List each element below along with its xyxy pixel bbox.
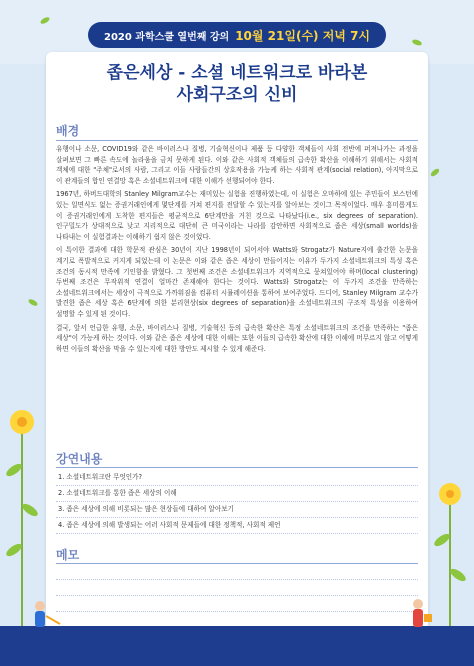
lecture-heading: 강연내용 (56, 452, 103, 466)
content-card (46, 52, 428, 630)
memo-heading: 메모 (56, 548, 80, 562)
background-heading: 배경 (56, 124, 80, 138)
page-title (46, 62, 428, 106)
background-paragraph: 이 특이한 결과에 대한 학문적 관심은 30년이 지난 1998년이 되어서야 Watts와 Strogatz가 Nature지에 출간한 논문을 계기로 폭발적으로 커지게 되었는데 이 논문은 이와 같은 좁은 세상이 만들어지는 이유가 두가지 소셜네트워크의 특성 혹은 조건의 동시적 만족에 기인함을 밝혔다. 그 첫번째 조건은 소셜네트워크가 지역적으로 뭉쳐있어야 하며(local clustering) 두번째 조건은 무작위적 연결이 얼마간 존재해야 한다는 것이다. Watts와 Strogatz는 이 두가지 조건을 만족하는 소셜네트워크에서는 세상이 극적으로 가까워짐을 컴퓨터 시뮬레이션을 통하여 보여주었다. 드디어, Stanley Milgram 교수가 발견한 좁은 세상 혹은 6단계에 의한 분리현상(six degrees of separation)을 소셜네트워크의 구조적 특성을 이용하여 설명할 수 있게 된 것이다. (56, 246, 418, 318)
memo-line (56, 579, 418, 580)
list-item: 4. 좁은 세상에 의해 발생되는 어러 사회적 문제들에 대한 정책적, 사회적 제언 (56, 518, 418, 534)
background-paragraph: 1967년, 하버드대학의 Stanley Milgram교수는 재미있는 실험을 진행하였는데, 이 실험은 오마하에 있는 주민들이 보스턴에 있는 일면식도 없는 증권거래인에게 몇단계를 거쳐 편지를 전달할 수 있는지를 알아보는 것이그 목적이었다. 매우 흥미롭게도 이 증권거래인에게 도착한 편지들은 평균적으로 6단계만을 거친 것으로 나타났다(i.e., six degrees of separation). 인구밀도가 상대적으로 낮고 지리적으로 대단히 큰 미국이라는 나라를 감안하면 사회적으로 좁은 세상(small worlds)을 나타내는 이 실험결과는 이해하기 쉽지 않은 것이었다. (56, 190, 418, 241)
lecture-rule (56, 467, 418, 468)
title-line-2: 사회구조의 신비 (176, 85, 298, 105)
banner-date: 10월 21일(수) 저녁 7시 (235, 28, 371, 43)
background-body (56, 144, 418, 357)
lecture-list (56, 470, 418, 534)
leaf-decoration (430, 167, 441, 177)
background-rule (56, 140, 418, 141)
memo-rule (56, 563, 418, 564)
list-item: 3. 좁은 세상에 의해 비롯되는 많은 현상들에 대하여 알아보기 (56, 502, 418, 518)
background-paragraph: 유행이나 소문, COVID19와 같은 바이러스나 질병, 기술혁신이나 제품 등 다양한 객체들이 사회 전반에 퍼져나가는 과정을 살펴보면 그 빠른 속도에 놀라움을 금치 못하게 된다. 이와 같은 사회적 객체들의 급속한 확산을 이해하기 위해서는 사회적 객체에 대한 "주체"로서의 사람, 그리고 이들 사람들간의 상호작용을 가능케 하는 사회적 관계(social relation), 아지막으로 이 관계들의 합인 연결망 혹은 소셜네트워크에 대한 이해가 선행되어야 한다. (56, 145, 418, 185)
list-item: 2. 소셜네트워크를 통한 좁은 세상의 이해 (56, 486, 418, 502)
background-paragraph: 결국, 앞서 언급한 유행, 소문, 바이러스나 질병, 기술혁신 등의 급속한 확산은 특정 소셜네트워크의 조건을 만족하는 "좁은 세상"이 가능케 하는 것이다. 이와 같은 좁은 세상에 대한 이해는 또한 이들의 급속한 확산에 대한 이해에 머무르지 않고 어떻게 하면 이들의 확산을 막을 수 있는지에 대한 방안도 제시할 수 있게 해준다. (56, 323, 418, 353)
list-item: 1. 소셜네트워크란 무엇인가? (56, 470, 418, 486)
event-banner (88, 22, 386, 48)
leaf-decoration (27, 298, 38, 307)
title-line-1: 좁은세상 - 소셜 네트워크로 바라본 (106, 63, 368, 83)
people-illustration-icon (0, 596, 474, 666)
banner-prefix: 2020 과학스쿨 열번째 강의 (103, 31, 230, 43)
